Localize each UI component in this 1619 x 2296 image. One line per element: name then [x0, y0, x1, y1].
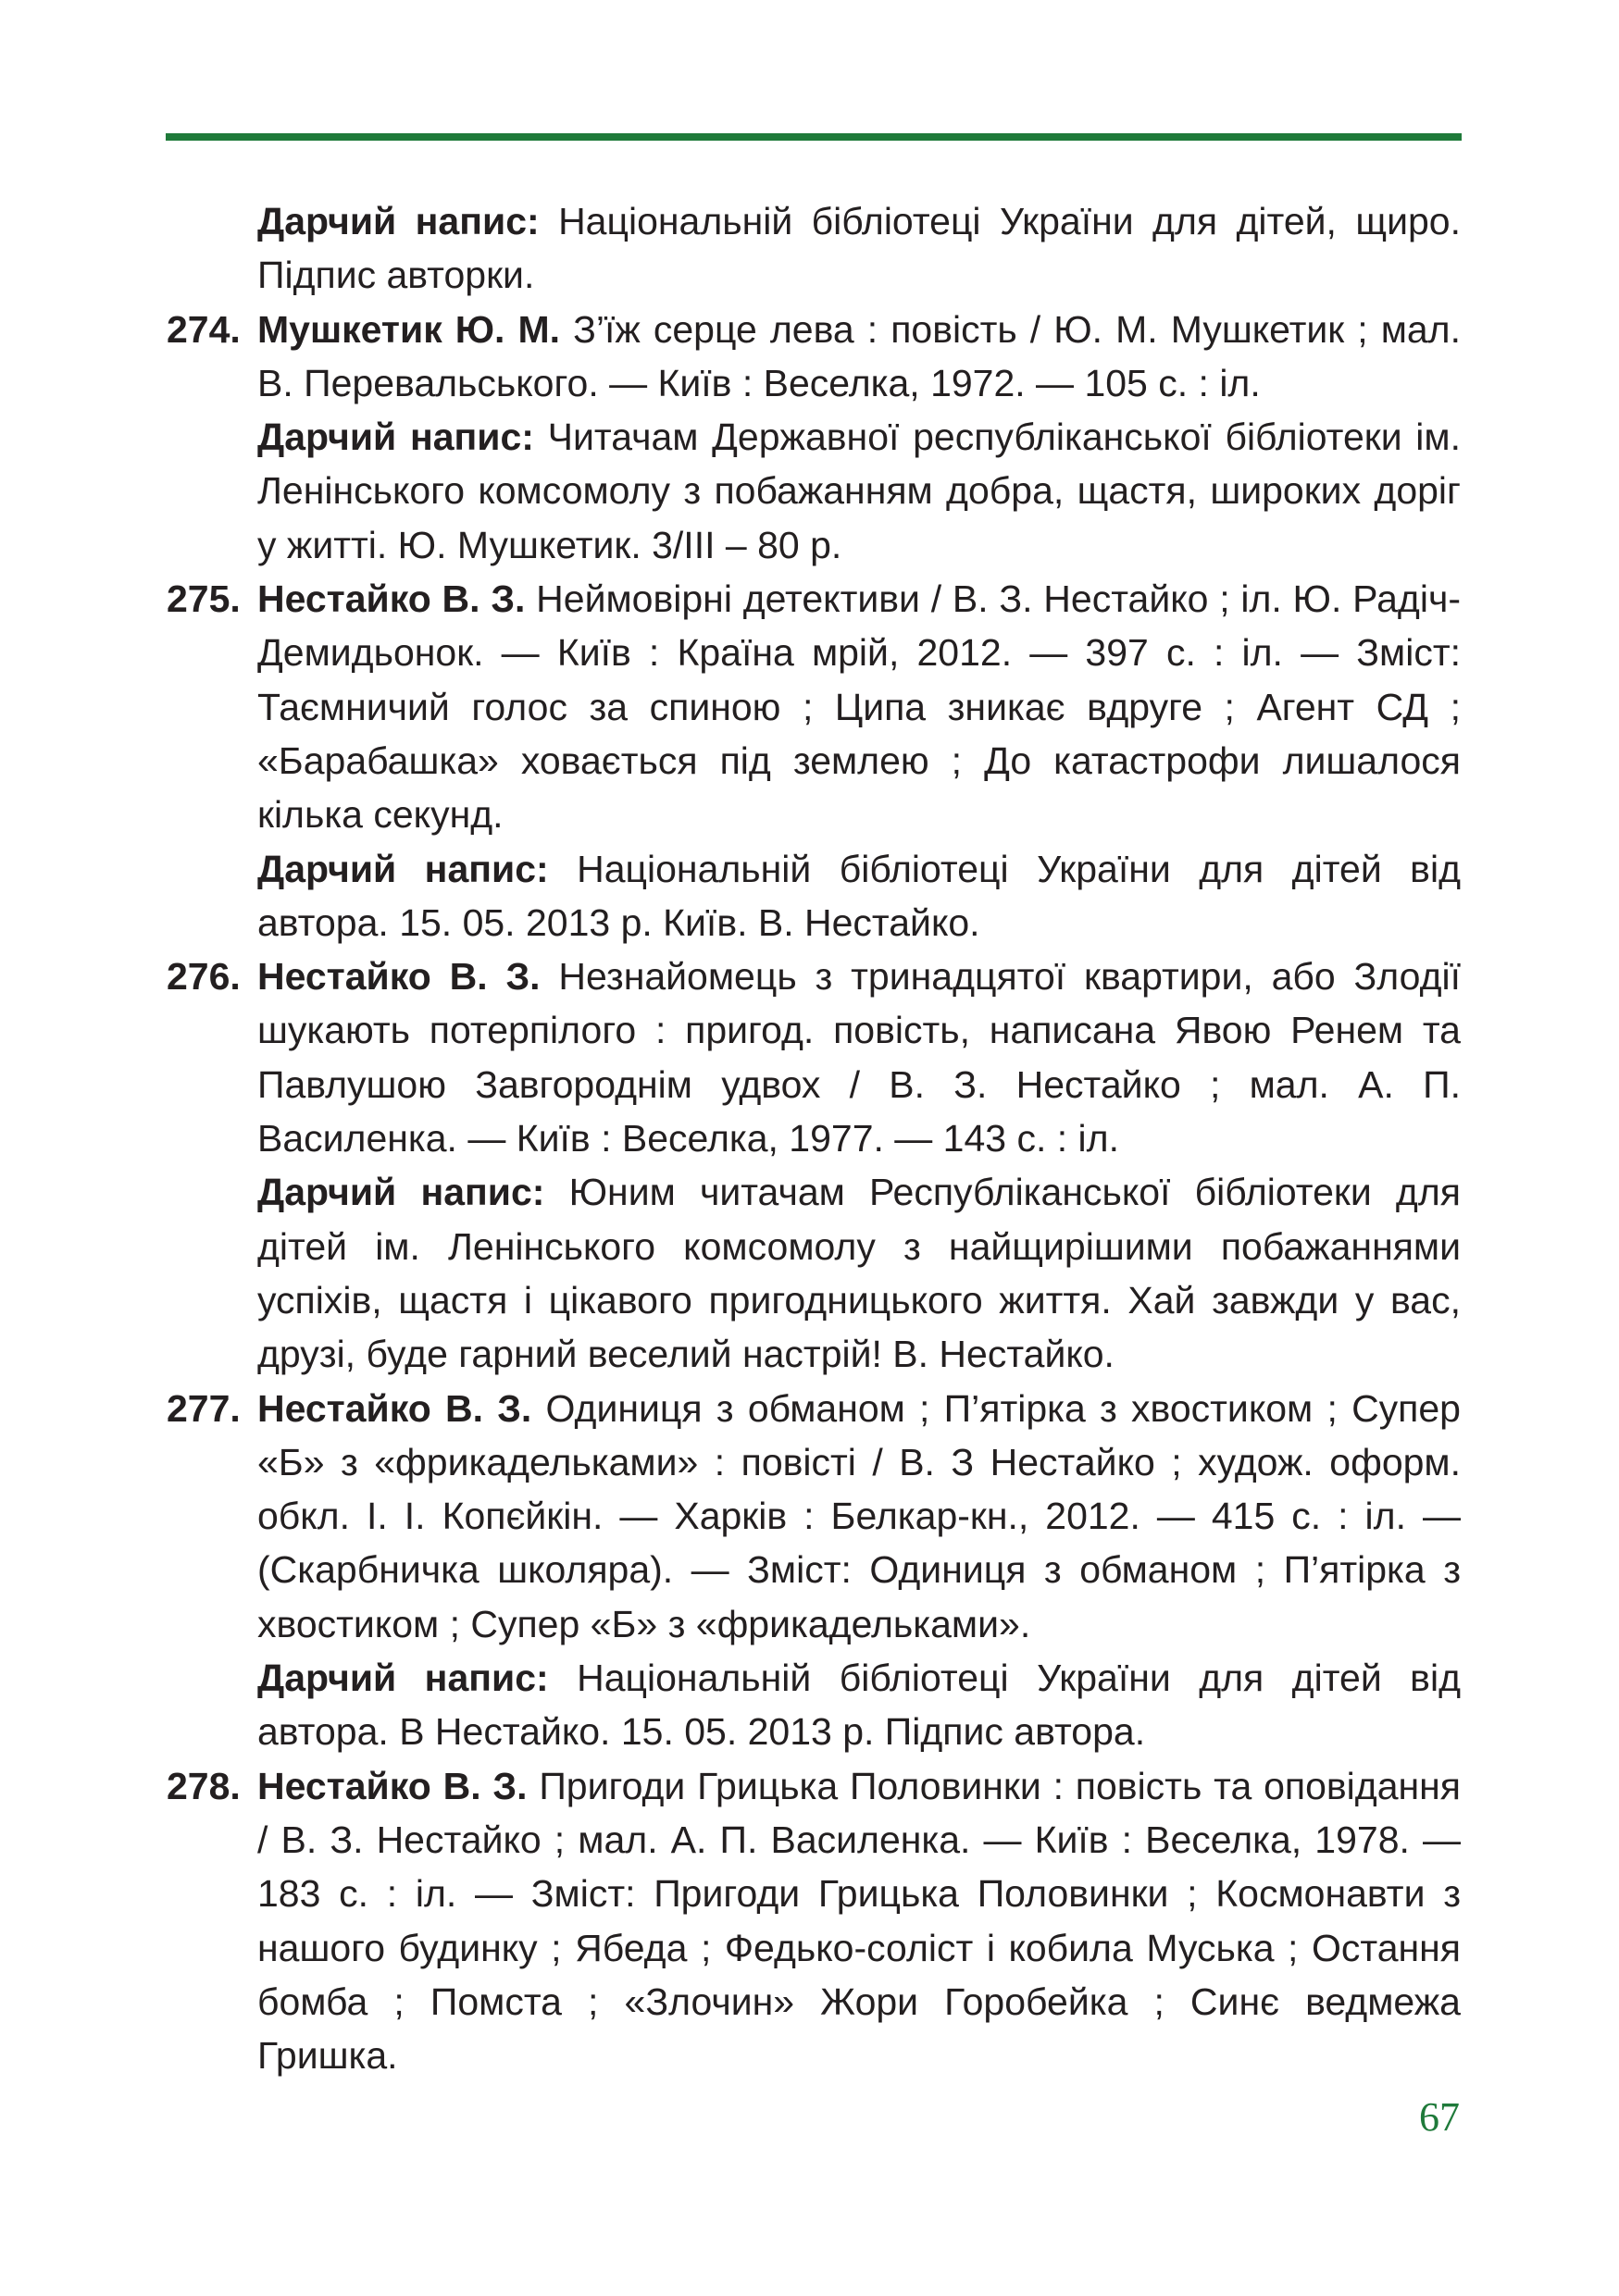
entry-number: 278.: [167, 1764, 241, 1807]
entry-author: Нестайко В. З.: [257, 1764, 528, 1807]
page-number: 67: [1419, 2094, 1460, 2140]
inscription-label: Дарчий напис:: [257, 200, 540, 242]
entry-278: [167, 1759, 1461, 2083]
entry-text: Неймовірні детективи / В. З. Нестайко ; іл. Ю. Радіч-Демидьонок. — Київ : Країна мрій, 2012. — 397 с. : іл. — Зміст: Таємничий голос за спиною ; Ципа зникає вдруге ; Агент СД ; «Барабашка» ховається під землею ; До катастрофи лишалося кілька секунд.: [257, 577, 1461, 837]
entry-inscription: [167, 842, 1461, 950]
inscription-label: Дарчий напис:: [257, 1171, 545, 1214]
inscription-continued: [167, 194, 1461, 303]
entry-text: Одиниця з обманом ; П’ятірка з хвостиком ; Супер «Б» з «фрикадельками» : повісті / В. З Нестайко ; худож. оформ. обкл. І. І. Копєйкін. — Харків : Белкар-кн., 2012. — 415 с. : іл. — (Скарбничка школяра). — Зміст: Одиниця з обманом ; П’ятірка з хвостиком ; Супер «Б» з «фрикадельками».: [257, 1386, 1461, 1645]
entry-274: [167, 303, 1461, 572]
entry-inscription: [167, 1165, 1461, 1381]
entry-text: З’їж серце лева : повість / Ю. М. Мушкетик ; мал. В. Перевальського. — Київ : Веселка, 1972. — 105 с. : іл.: [257, 307, 1462, 404]
entry-author: Нестайко В. З.: [257, 577, 526, 621]
bibliography-list: [167, 194, 1461, 2082]
inscription-label: Дарчий напис:: [257, 1657, 549, 1700]
inscription-text: Національній бібліотеці України для дітей від автора. В Нестайко. 15. 05. 2013 р. Підпис автора.: [257, 1657, 1461, 1754]
inscription-text: Читачам Державної республіканської бібліотеки ім. Ленінського комсомолу з побажанням добра, щастя, широких доріг у житті. Ю. Мушкетик. 3/ІІІ – 80 р.: [257, 416, 1461, 566]
header-rule: [166, 133, 1462, 141]
entry-text: Незнайомець з тринадцятої квартири, або Злодії шукають потерпілого : пригод. повість, написана Явою Ренем та Павлушою Завгороднім удвох / В. З. Нестайко ; мал. А. П. Василенка. — Київ : Веселка, 1977. — 143 с. : іл.: [257, 955, 1461, 1160]
inscription-text: Національній бібліотеці України для дітей, щиро. Підпис авторки.: [257, 200, 1461, 297]
entry-number: 277.: [167, 1386, 241, 1430]
entry-author: Нестайко В. З.: [257, 955, 541, 999]
entry-description: [167, 572, 1461, 841]
entry-author: Нестайко В. З.: [257, 1386, 532, 1430]
entry-275: [167, 572, 1461, 949]
inscription-text: Юним читачам Республіканської бібліотеки для дітей ім. Ленінського комсомолу з найщирішими побажаннями успіхів, щастя і цікавого пригодницького життя. Хай завжди у вас, друзі, буде гарний веселий настрій! В. Нестайко.: [257, 1171, 1461, 1376]
entry-description: [167, 303, 1461, 411]
entry-description: [167, 949, 1461, 1165]
entry-277: [167, 1382, 1461, 1759]
entry-inscription: [167, 1651, 1461, 1759]
entry-number: 276.: [167, 955, 241, 999]
inscription-label: Дарчий напис:: [257, 847, 549, 890]
entry-276: [167, 949, 1461, 1381]
entry-description: [167, 1382, 1461, 1651]
entry-text: Пригоди Грицька Половинки : повість та оповідання / В. З. Нестайко ; мал. А. П. Василенка. — Київ : Веселка, 1978. — 183 с. : іл. — Зміст: Пригоди Грицька Половинки ; Космонавти з нашого будинку ; Ябеда ; Федько-соліст і кобила Муська ; Остання бомба ; Помста ; «Злочин» Жори Горобейка ; Синє ведмежа Гришка.: [257, 1764, 1461, 2078]
entry-number: 274.: [167, 307, 241, 351]
entry-author: Мушкетик Ю. М.: [257, 307, 561, 351]
inscription-text: Національній бібліотеці України для дітей від автора. 15. 05. 2013 р. Київ. В. Нестайко.: [257, 847, 1461, 944]
entry-description: [167, 1759, 1461, 2083]
inscription-label: Дарчий напис:: [257, 416, 534, 459]
entry-number: 275.: [167, 577, 241, 621]
entry-inscription: [167, 410, 1461, 572]
